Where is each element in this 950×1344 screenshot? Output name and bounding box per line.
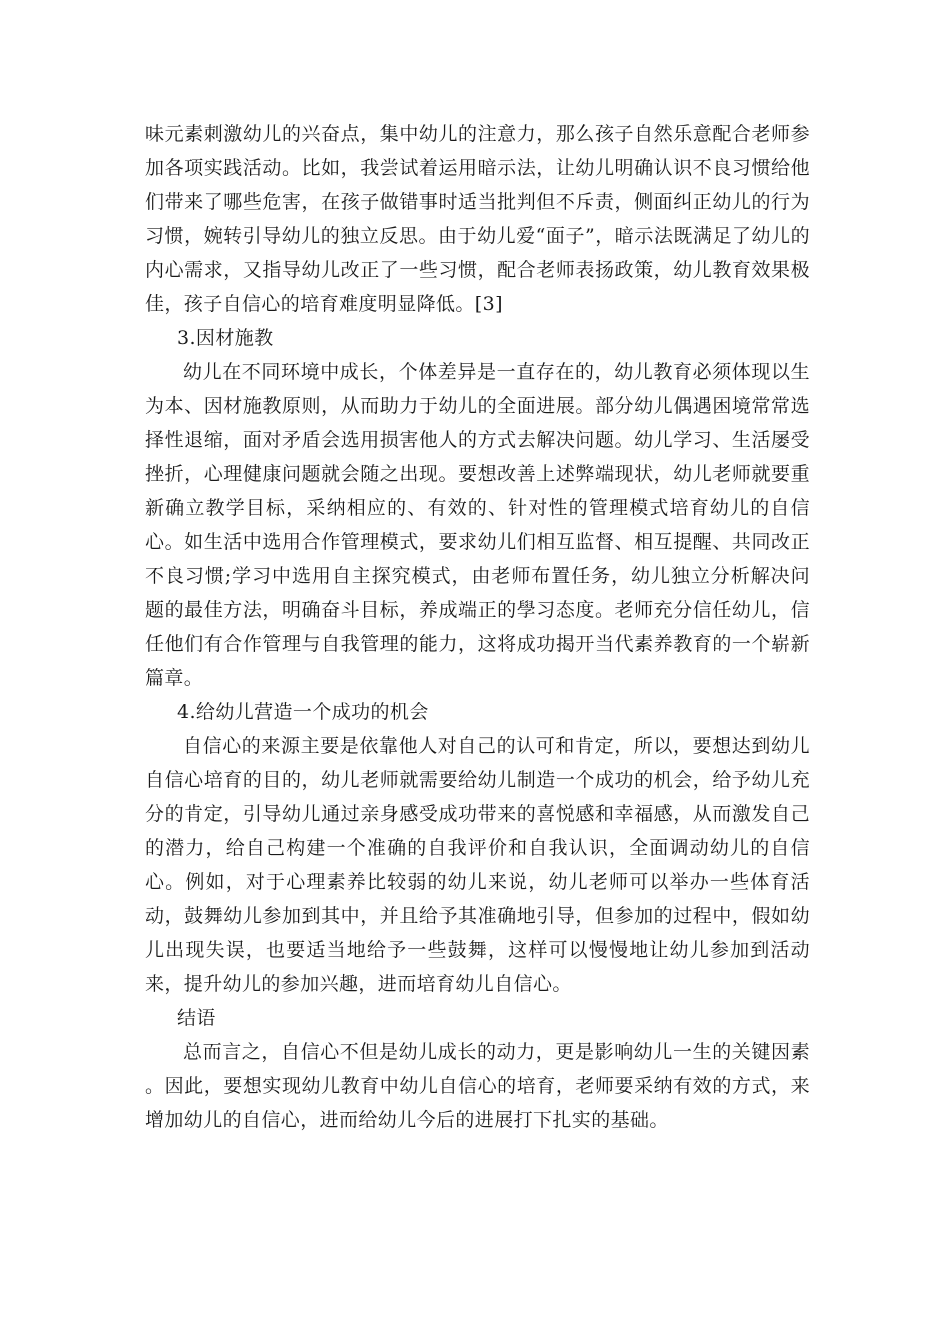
section-heading-conclusion: 结语 bbox=[177, 1007, 216, 1029]
paragraph-conclusion: 总而言之，自信心不但是幼儿成长的动力，更是影响幼儿一生的关键因素 。因此，要想实现幼儿教育中幼儿自信心的培育，老师要采纳有效的方式，来增加幼儿的自信心，进而给幼儿今后的进展打下扎实的基础。 bbox=[145, 1041, 810, 1131]
document-body bbox=[145, 117, 810, 1137]
paragraph-continuation: 味元素刺激幼儿的兴奋点，集中幼儿的注意力，那么孩子自然乐意配合老师参加各项实践活动。比如，我尝试着运用暗示法，让幼儿明确认识不良习惯给他们带来了哪些危害，在孩子做错事时适当批判但不斥责，侧面纠正幼儿的行为习惯，婉转引导幼儿的独立反思。由于幼儿爱“面子”，暗示法既满足了幼儿的内心需求，又指导幼儿改正了一些习惯，配合老师表扬政策，幼儿教育效果极佳，孩子自信心的培育难度明显降低。[3] bbox=[145, 123, 810, 315]
paragraph-tailored-teaching: 幼儿在不同环境中成长，个体差异是一直存在的，幼儿教育必须体现以生为本、因材施教原则，从而助力于幼儿的全面进展。部分幼儿偶遇困境常常选择性退缩，面对矛盾会选用损害他人的方式去解决问题。幼儿学习、生活屡受挫折，心理健康问题就会随之出现。要想改善上述弊端现状，幼儿老师就要重新确立教学目标，采纳相应的、有效的、针对性的管理模式培育幼儿的自信心。如生活中选用合作管理模式，要求幼儿们相互监督、相互提醒、共同改正不良习惯;学习中选用自主探究模式，由老师布置任务，幼儿独立分析解决问题的最佳方法，明确奋斗目标，养成端正的學习态度。老师充分信任幼儿，信任他们有合作管理与自我管理的能力，这将成功揭开当代素养教育的一个崭新篇章。 bbox=[145, 361, 810, 689]
paragraph-success-opportunity: 自信心的来源主要是依靠他人对自己的认可和肯定，所以，要想达到幼儿自信心培育的目的，幼儿老师就需要给幼儿制造一个成功的机会，给予幼儿充分的肯定，引导幼儿通过亲身感受成功带来的喜悦感和幸福感，从而激发自己的潜力，给自己构建一个准确的自我评价和自我认识，全面调动幼儿的自信心。例如，对于心理素养比较弱的幼儿来说，幼儿老师可以举办一些体育活动，鼓舞幼儿参加到其中，并且给予其准确地引导，但参加的过程中，假如幼儿出现失误，也要适当地给予一些鼓舞，这样可以慢慢地让幼儿参加到活动来，提升幼儿的参加兴趣，进而培育幼儿自信心。 bbox=[145, 735, 810, 995]
section-heading-success-opportunity: 4.给幼儿营造一个成功的机会 bbox=[177, 701, 429, 723]
section-heading-tailored-teaching: 3.因材施教 bbox=[177, 327, 274, 349]
